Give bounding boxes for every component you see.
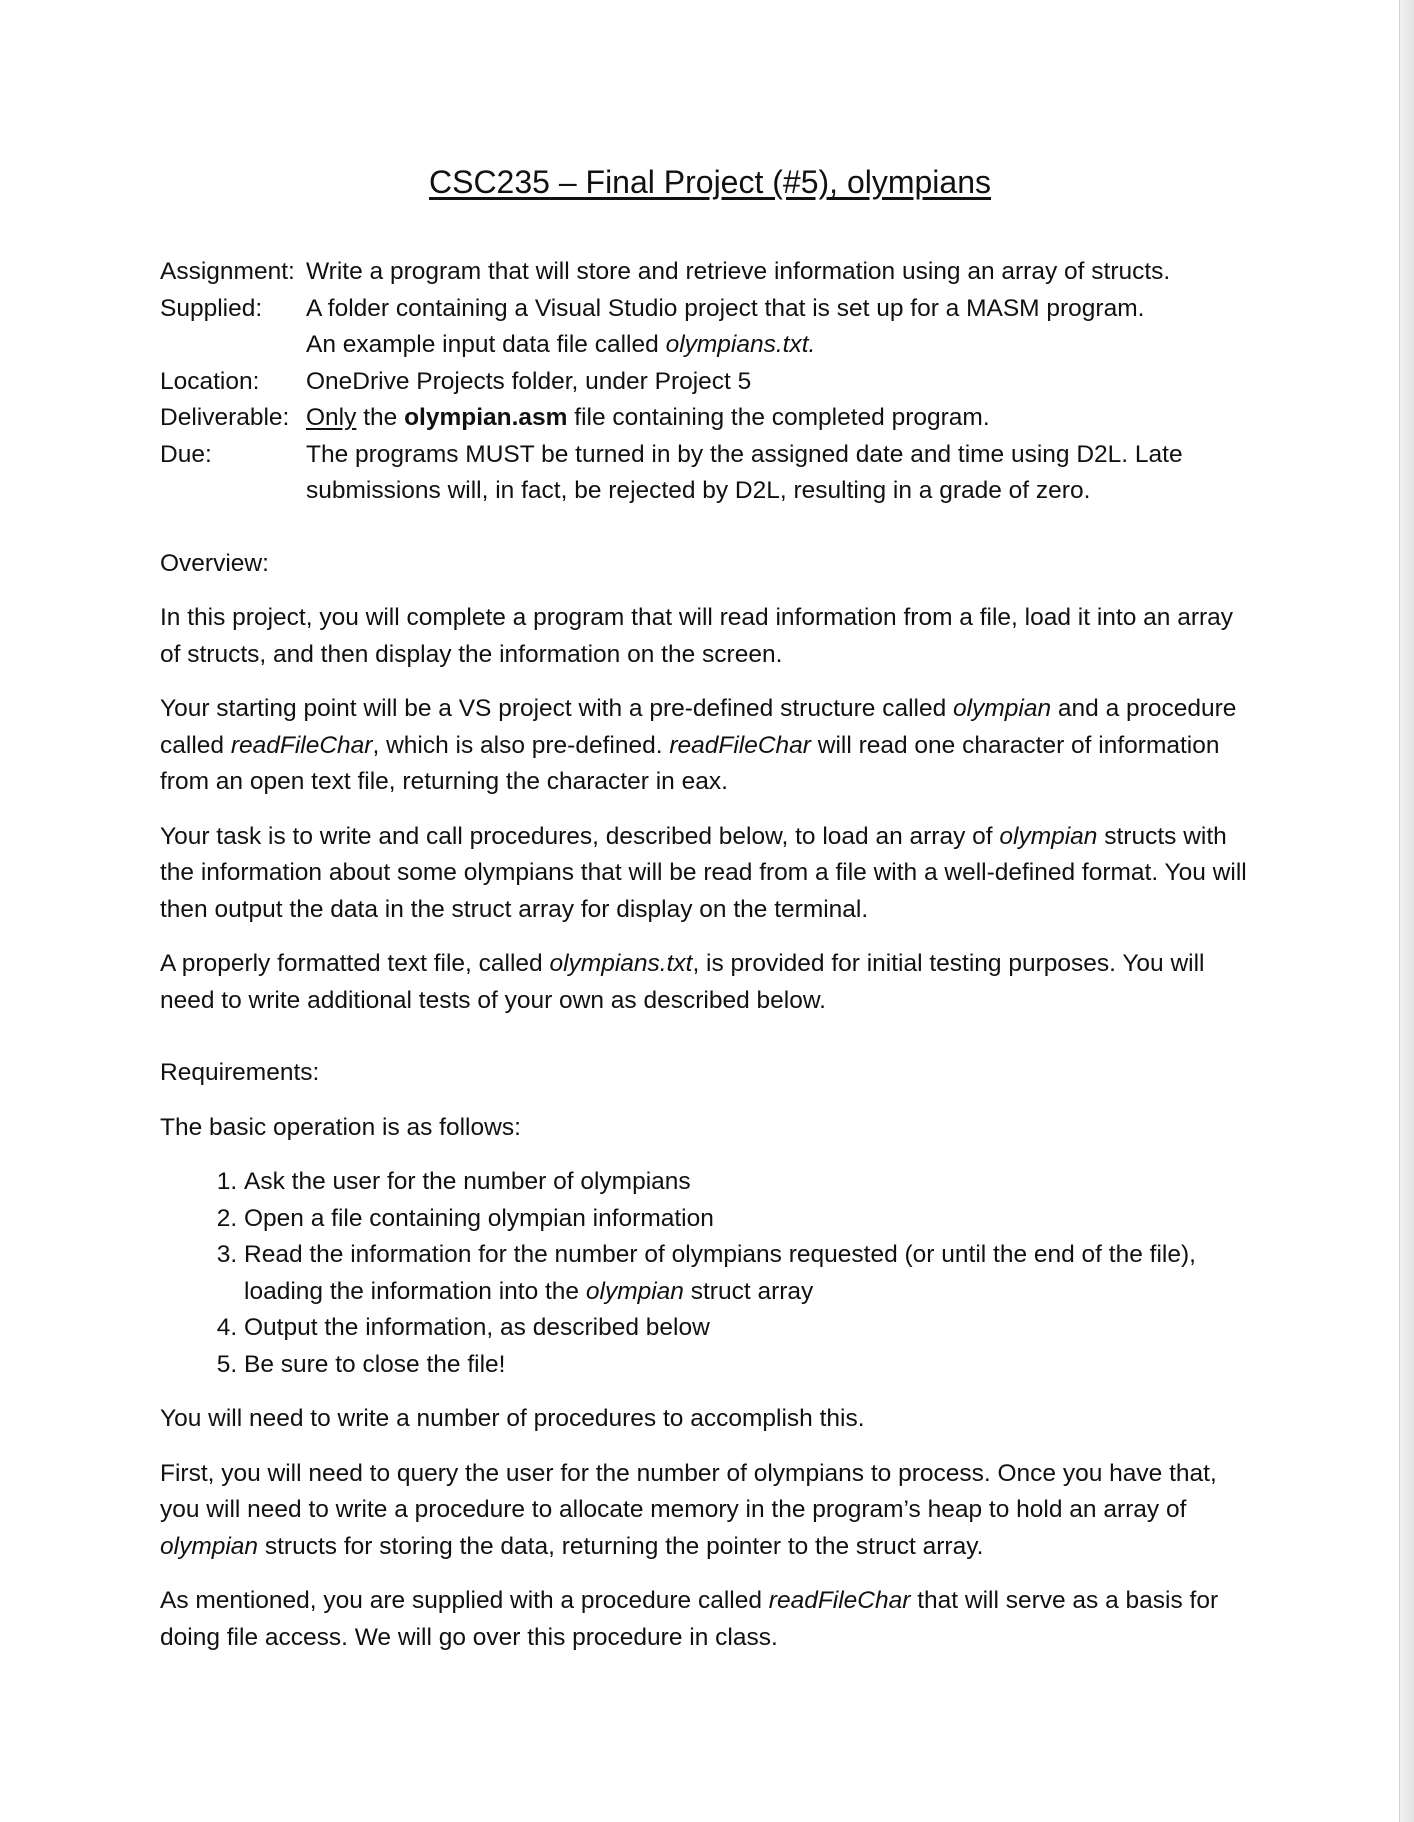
overview-p4-text-c: , is provided for initial testing purposes. You will need to write additional tests of your own as described below. — [160, 950, 1205, 1014]
requirements-paragraph-1: You will need to write a number of procedures to accomplish this. — [160, 1405, 865, 1432]
step-3-struct-name: olympian — [585, 1277, 684, 1305]
overview-p2-text-c: and a procedure called — [160, 695, 1237, 759]
list-item: 4. Output the information, as described below — [244, 1310, 1260, 1347]
due-line-2: submissions will, in fact, be rejected by D2L, resulting in a grade of zero. — [306, 477, 1091, 504]
overview-p2-proc-name-2: readFileChar — [669, 731, 811, 759]
document-content — [160, 162, 1260, 1656]
operation-steps-list — [160, 1164, 1260, 1383]
requirements-intro: The basic operation is as follows: — [160, 1113, 521, 1141]
requirements-paragraph-3 — [160, 1583, 1260, 1656]
assignment-info-table — [160, 254, 1183, 510]
overview-paragraph-3 — [160, 819, 1260, 929]
info-row-deliverable — [160, 400, 1183, 437]
overview-heading: Overview: — [160, 549, 269, 577]
req-p3-text-a: As mentioned, you are supplied with a procedure called — [160, 1587, 769, 1614]
overview-p2-text-e: , which is also pre-defined. — [372, 731, 670, 759]
requirements-paragraph-2 — [160, 1456, 1260, 1566]
assignment-text: Write a program that will store and retrieve information using an array of structs. — [306, 258, 1171, 285]
overview-p2-text-g: will read one character of information from an open text file, returning the character in eax. — [160, 731, 1220, 795]
supplied-file-name: olympians.txt — [665, 331, 809, 358]
list-item: 5. Be sure to close the file! — [244, 1347, 1260, 1384]
step-3-text: Read the information for the number of olympians requested (or until the end of the file), loading the information into the — [244, 1241, 1196, 1305]
requirements-heading: Requirements: — [160, 1059, 320, 1086]
page-edge-shadow — [1399, 0, 1414, 1822]
info-row-due — [160, 437, 1183, 510]
info-row-location — [160, 364, 1183, 401]
supplied-line-2-post: . — [808, 331, 816, 358]
overview-paragraph-2 — [160, 691, 1260, 801]
deliverable-file-name: olympian.asm — [404, 404, 568, 431]
supplied-label: Supplied: — [160, 294, 263, 322]
page-title: CSC235 – Final Project (#5), olympians — [428, 164, 991, 200]
location-text: OneDrive Projects folder, under Project 5 — [306, 367, 752, 395]
supplied-line-2 — [306, 327, 1183, 364]
location-label: Location: — [160, 367, 260, 395]
overview-p4-text-a: A properly formatted text file, called — [160, 950, 550, 977]
info-row-supplied — [160, 291, 1183, 364]
info-row-assignment — [160, 254, 1183, 291]
deliverable-mid: the — [356, 404, 405, 431]
overview-p3-text-c: structs with the information about some olympians that will be read from a file with a well-defined format. You will then output the data in the struct array for display on the terminal. — [160, 822, 1247, 923]
deliverable-text — [306, 400, 1183, 437]
overview-p2-text-a: Your starting point will be a VS project with a pre-defined structure called — [160, 695, 954, 722]
assignment-label: Assignment: — [160, 258, 295, 285]
due-label: Due: — [160, 440, 212, 468]
req-p3-proc-name: readFileChar — [768, 1587, 911, 1614]
overview-p3-struct-name: olympian — [999, 822, 1098, 850]
supplied-text — [306, 291, 1183, 364]
overview-p3-text-a: Your task is to write and call procedures, described below, to load an array of — [160, 822, 1000, 850]
due-text — [306, 437, 1183, 510]
overview-p4-file-name: olympians.txt — [549, 950, 693, 977]
overview-paragraph-4 — [160, 946, 1260, 1019]
deliverable-label: Deliverable: — [160, 404, 290, 431]
overview-p2-struct-name: olympian — [953, 695, 1052, 722]
req-p2-struct-name: olympian — [160, 1532, 259, 1560]
overview-p2-proc-name: readFileChar — [230, 731, 373, 759]
deliverable-post: file containing the completed program. — [567, 404, 990, 431]
overview-paragraph-1: In this project, you will complete a program that will read information from a file, load it into an array of structs, and then display the information on the screen. — [160, 604, 1234, 668]
list-item — [244, 1237, 1260, 1310]
supplied-line-2-pre: An example input data file called — [306, 331, 666, 358]
req-p2-text-c: structs for storing the data, returning the pointer to the struct array. — [258, 1532, 984, 1560]
step-3-text-post: struct array — [683, 1277, 814, 1305]
deliverable-only: Only — [306, 404, 357, 431]
list-item: 1. Ask the user for the number of olympians — [244, 1164, 1260, 1201]
list-item: 2. Open a file containing olympian information — [244, 1201, 1260, 1238]
supplied-line-1: A folder containing a Visual Studio project that is set up for a MASM program. — [306, 294, 1145, 322]
req-p2-text-a: First, you will need to query the user for the number of olympians to process. Once you have that, you will need to write a procedure to allocate memory in the program’s heap to hold an array of — [160, 1459, 1217, 1523]
req-p3-text-c: that will serve as a basis for doing file access. We will go over this procedure in class. — [160, 1587, 1219, 1651]
due-line-1: The programs MUST be turned in by the assigned date and time using D2L. Late — [306, 440, 1183, 468]
